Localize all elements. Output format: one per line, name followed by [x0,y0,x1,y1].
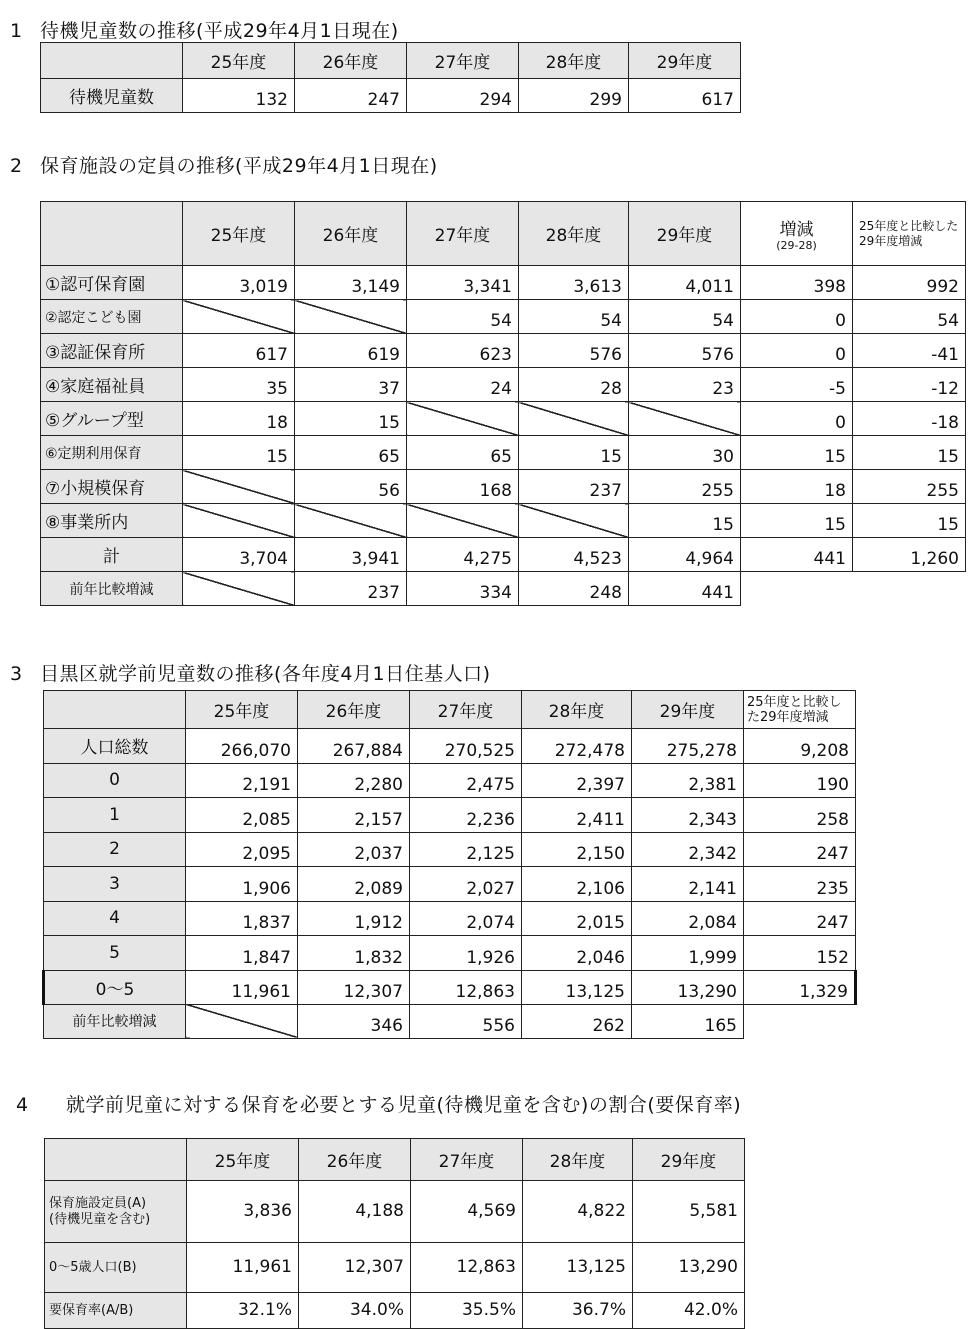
year-header: 27年度 [410,691,522,729]
compare-cell: 152 [744,936,856,971]
table-row [41,334,966,368]
year-header: 27年度 [411,1139,523,1181]
yoy-row [41,572,966,606]
value-cell: 2,074 [410,901,522,936]
row-label: 4 [44,901,186,936]
year-header: 26年度 [295,202,407,266]
row-label: 待機児童数 [41,79,183,113]
value-cell: 4,188 [299,1181,411,1243]
value-cell: 65 [407,436,519,470]
empty-cell [853,572,966,606]
table-row [45,1181,745,1243]
value-cell: 5,581 [633,1181,745,1243]
section-3-title [10,659,491,686]
year-header: 29年度 [629,202,741,266]
value-cell: 12,307 [299,1243,411,1293]
value-cell: 2,342 [632,832,744,867]
value-cell: 2,411 [522,798,632,833]
table-row [44,798,856,833]
table-row [41,368,966,402]
value-cell: 2,141 [632,867,744,902]
compare-cell: 54 [853,300,966,334]
year-header: 28年度 [523,1139,633,1181]
not-applicable-cell [183,504,295,538]
value-cell: 3,704 [183,538,295,572]
header-row [41,43,741,79]
corner-cell [41,43,183,79]
value-cell: 2,089 [298,867,410,902]
change-sub-label: (29-28) [776,239,817,252]
compare-header: 25年度と比較した29年度増減 [744,691,856,729]
empty-cell [741,572,853,606]
change-cell: 441 [741,538,853,572]
value-cell: 34.0% [299,1293,411,1329]
value-cell: 299 [519,79,629,113]
value-cell: 4,011 [629,266,741,300]
value-cell: 35.5% [411,1293,523,1329]
year-header: 28年度 [519,202,629,266]
change-cell: 15 [741,504,853,538]
row-label: 5 [44,936,186,971]
value-cell: 267,884 [298,729,410,764]
value-cell: 1,832 [298,936,410,971]
compare-cell: -18 [853,402,966,436]
value-cell: 2,084 [632,901,744,936]
row-label [45,1181,187,1243]
not-applicable-cell [407,504,519,538]
value-cell: 4,275 [407,538,519,572]
value-cell: 2,095 [186,832,298,867]
total-row [41,538,966,572]
section-number: 1 [10,20,23,42]
change-cell: 0 [741,300,853,334]
row-label-line: 要保育率(A/B) [49,1302,134,1318]
value-cell: 255 [629,470,741,504]
year-header: 25年度 [187,1139,299,1181]
table-row [44,729,856,764]
value-cell: 617 [629,79,741,113]
row-label: 1 [44,798,186,833]
value-cell: 2,085 [186,798,298,833]
value-cell: 2,280 [298,763,410,798]
table-row [44,936,856,971]
value-cell: 619 [295,334,407,368]
section-number: 3 [10,663,23,685]
value-cell: 3,019 [183,266,295,300]
value-cell: 37 [295,368,407,402]
not-applicable-cell [519,402,629,436]
table-row [44,867,856,902]
value-cell: 2,381 [632,763,744,798]
table-row [41,470,966,504]
value-cell: 1,837 [186,901,298,936]
compare-cell: 1,260 [853,538,966,572]
year-header: 27年度 [407,43,519,79]
row-label: 3 [44,867,186,902]
not-applicable-cell [183,470,295,504]
value-cell: 13,125 [522,970,632,1004]
row-label: 人口総数 [44,729,186,764]
compare-cell: 247 [744,832,856,867]
value-cell: 2,157 [298,798,410,833]
change-cell: -5 [741,368,853,402]
not-applicable-cell [183,572,295,606]
value-cell: 13,125 [523,1243,633,1293]
row-label-line: (待機児童を含む) [49,1211,151,1227]
section-title-text: 保育施設の定員の推移(平成29年4月1日現在) [40,155,438,177]
compare-cell: -12 [853,368,966,402]
value-cell: 346 [298,1004,410,1038]
change-cell: 0 [741,334,853,368]
row-label [45,1243,187,1293]
row-label: ⑦小規模保育 [41,470,183,504]
change-cell: 0 [741,402,853,436]
corner-cell [44,691,186,729]
value-cell: 2,191 [186,763,298,798]
value-cell: 275,278 [632,729,744,764]
section-number: 2 [10,155,23,177]
value-cell: 2,037 [298,832,410,867]
value-cell: 2,027 [410,867,522,902]
row-label: ⑤グループ型 [41,402,183,436]
value-cell: 30 [629,436,741,470]
value-cell: 262 [522,1004,632,1038]
value-cell: 623 [407,334,519,368]
table-row [44,763,856,798]
value-cell: 11,961 [187,1243,299,1293]
table-row [44,901,856,936]
value-cell: 3,341 [407,266,519,300]
value-cell: 2,236 [410,798,522,833]
change-cell: 18 [741,470,853,504]
value-cell: 11,961 [186,970,298,1004]
section-title-text: 就学前児童に対する保育を必要とする児童(待機児童を含む)の割合(要保育率) [66,1094,742,1116]
value-cell: 56 [295,470,407,504]
compare-cell: 992 [853,266,966,300]
row-label-line: 0〜5歳人口(B) [49,1259,137,1275]
year-header: 27年度 [407,202,519,266]
year-header: 26年度 [298,691,410,729]
value-cell: 334 [407,572,519,606]
value-cell: 54 [629,300,741,334]
not-applicable-cell [183,300,295,334]
compare-cell: 247 [744,901,856,936]
table-row [41,266,966,300]
value-cell: 576 [519,334,629,368]
capacity-table [40,201,966,606]
value-cell: 15 [183,436,295,470]
row-label: ④家庭福祉員 [41,368,183,402]
table-row [41,436,966,470]
value-cell: 2,397 [522,763,632,798]
value-cell: 13,290 [632,970,744,1004]
section-4-title [16,1090,741,1117]
value-cell: 294 [407,79,519,113]
not-applicable-cell [629,402,741,436]
value-cell: 2,125 [410,832,522,867]
corner-cell [41,202,183,266]
value-cell: 2,475 [410,763,522,798]
section-title-text: 待機児童数の推移(平成29年4月1日現在) [40,20,399,42]
section-2-title [10,151,438,178]
value-cell: 237 [519,470,629,504]
header-row [41,202,966,266]
value-cell: 36.7% [523,1293,633,1329]
value-cell: 18 [183,402,295,436]
compare-cell: 15 [853,504,966,538]
year-header: 29年度 [632,691,744,729]
table-row [41,402,966,436]
table-row [45,1243,745,1293]
total-row [44,970,856,1004]
value-cell: 237 [295,572,407,606]
value-cell: 32.1% [187,1293,299,1329]
not-applicable-cell [295,300,407,334]
year-header: 25年度 [183,43,295,79]
value-cell: 4,822 [523,1181,633,1243]
value-cell: 2,015 [522,901,632,936]
value-cell: 248 [519,572,629,606]
value-cell: 2,046 [522,936,632,971]
year-header: 29年度 [633,1139,745,1181]
section-title-text: 目黒区就学前児童数の推移(各年度4月1日住基人口) [40,663,491,685]
value-cell: 12,863 [411,1243,523,1293]
value-cell: 1,906 [186,867,298,902]
value-cell: 2,343 [632,798,744,833]
empty-cell [744,1004,856,1038]
value-cell: 1,912 [298,901,410,936]
value-cell: 12,863 [410,970,522,1004]
value-cell: 12,307 [298,970,410,1004]
row-label: ⑧事業所内 [41,504,183,538]
value-cell: 270,525 [410,729,522,764]
compare-cell: 235 [744,867,856,902]
not-applicable-cell [295,504,407,538]
section-1-title [10,16,399,43]
compare-cell: 9,208 [744,729,856,764]
row-label: 計 [41,538,183,572]
value-cell: 4,523 [519,538,629,572]
value-cell: 3,836 [187,1181,299,1243]
row-label: ⑥定期利用保育 [41,436,183,470]
value-cell: 35 [183,368,295,402]
change-header [741,202,853,266]
value-cell: 13,290 [633,1243,745,1293]
row-label: ②認定こども園 [41,300,183,334]
value-cell: 3,613 [519,266,629,300]
row-label-line: 保育施設定員(A) [49,1195,147,1211]
corner-cell [45,1139,187,1181]
row-label: 2 [44,832,186,867]
value-cell: 15 [629,504,741,538]
value-cell: 4,964 [629,538,741,572]
value-cell: 617 [183,334,295,368]
table-row [45,1293,745,1329]
population-table [42,690,857,1039]
value-cell: 2,150 [522,832,632,867]
value-cell: 65 [295,436,407,470]
value-cell: 1,847 [186,936,298,971]
value-cell: 23 [629,368,741,402]
compare-cell: 15 [853,436,966,470]
row-label [45,1293,187,1329]
year-header: 25年度 [183,202,295,266]
not-applicable-cell [519,504,629,538]
value-cell: 54 [407,300,519,334]
value-cell: 272,478 [522,729,632,764]
table-row [44,832,856,867]
value-cell: 247 [295,79,407,113]
value-cell: 576 [629,334,741,368]
change-label: 増減 [779,220,814,240]
value-cell: 1,999 [632,936,744,971]
value-cell: 24 [407,368,519,402]
value-cell: 3,941 [295,538,407,572]
value-cell: 556 [410,1004,522,1038]
year-header: 28年度 [519,43,629,79]
section-number: 4 [16,1094,29,1116]
value-cell: 28 [519,368,629,402]
compare-cell: 190 [744,763,856,798]
year-header: 25年度 [186,691,298,729]
year-header: 29年度 [629,43,741,79]
header-row [45,1139,745,1181]
yoy-row [44,1004,856,1038]
compare-header: 25年度と比較した29年度増減 [853,202,966,266]
change-cell: 398 [741,266,853,300]
row-label: 前年比較増減 [41,572,183,606]
value-cell: 15 [519,436,629,470]
table-row [41,79,741,113]
value-cell: 54 [519,300,629,334]
value-cell: 266,070 [186,729,298,764]
row-label: 前年比較増減 [44,1004,186,1038]
value-cell: 2,106 [522,867,632,902]
value-cell: 441 [629,572,741,606]
value-cell: 1,926 [410,936,522,971]
waitlist-table [40,42,741,113]
row-label: 0 [44,763,186,798]
row-label: ①認可保育園 [41,266,183,300]
value-cell: 4,569 [411,1181,523,1243]
value-cell: 165 [632,1004,744,1038]
compare-cell: 255 [853,470,966,504]
not-applicable-cell [407,402,519,436]
compare-cell: 258 [744,798,856,833]
value-cell: 132 [183,79,295,113]
year-header: 28年度 [522,691,632,729]
row-label: 0〜5 [44,970,186,1004]
value-cell: 3,149 [295,266,407,300]
ratio-table [44,1138,745,1329]
compare-cell: -41 [853,334,966,368]
year-header: 26年度 [299,1139,411,1181]
row-label: ③認証保育所 [41,334,183,368]
not-applicable-cell [186,1004,298,1038]
compare-cell: 1,329 [744,970,856,1004]
table-row [41,300,966,334]
value-cell: 168 [407,470,519,504]
table-row [41,504,966,538]
change-cell: 15 [741,436,853,470]
value-cell: 42.0% [633,1293,745,1329]
header-row [44,691,856,729]
value-cell: 15 [295,402,407,436]
year-header: 26年度 [295,43,407,79]
